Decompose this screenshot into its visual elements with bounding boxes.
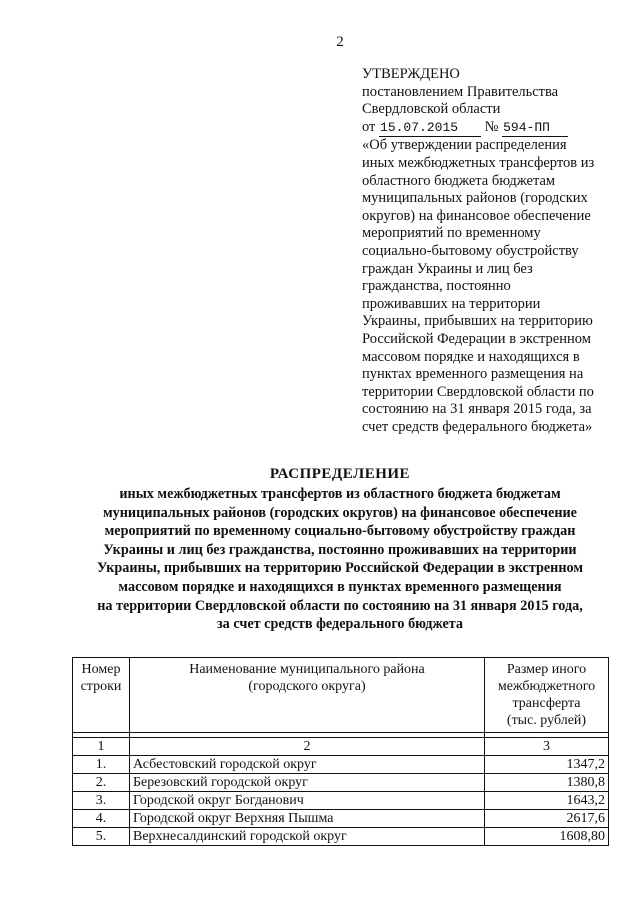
approval-heading: УТВЕРЖДЕНО bbox=[362, 66, 460, 82]
approval-line-1: постановлением Правительства bbox=[362, 83, 559, 100]
column-index: 3 bbox=[485, 738, 609, 756]
from-label: от bbox=[362, 118, 376, 135]
table-row bbox=[73, 756, 609, 774]
number-label: № bbox=[484, 118, 499, 135]
approval-line-2: Свердловской области bbox=[362, 101, 501, 118]
distribution-table bbox=[72, 657, 609, 846]
table-row bbox=[73, 828, 609, 846]
document-subtitle: иных межбюджетных трансфертов из областного бюджета бюджетам муниципальных районов (городских округов) на финансовое обеспечение мероприятий по временному социально-бытовому обустройству граждан Украины и лиц без гражданства, постоянно проживавших на территории Украины, прибывших на территорию Российской Федерации в экстренном массовом порядке и находящихся в пунктах временного размещения на территории Свердловской области по состоянию на 31 января 2015 года, за счет средств федерального бюджета bbox=[96, 486, 584, 633]
table-row bbox=[73, 792, 609, 810]
resolution-date: 15.07.2015 bbox=[379, 119, 481, 138]
header-municipality-name: Наименование муниципального района (городского округа) bbox=[130, 658, 485, 733]
table-header-row bbox=[73, 658, 609, 733]
column-index: 2 bbox=[130, 738, 485, 756]
table-row bbox=[73, 810, 609, 828]
municipality-name: Березовский городской округ bbox=[130, 774, 485, 792]
column-index: 1 bbox=[73, 738, 130, 756]
row-number: 4. bbox=[73, 810, 130, 828]
municipality-name: Верхнесалдинский городской округ bbox=[130, 828, 485, 846]
page-number: 2 bbox=[336, 34, 344, 50]
row-number: 1. bbox=[73, 756, 130, 774]
resolution-title: «Об утверждении распределения иных межбюджетных трансфертов из областного бюджета бюджетам муниципальных районов (городских округов) на финансовое обеспечение мероприятий по временному социально-бытовому обустройству граждан Украины и лиц без гражданства, постоянно проживавших на территории Украины, прибывших на территорию Российской Федерации в экстренном массовом порядке и находящихся в пунктах временного размещения на территории Свердловской области по состоянию на 31 января 2015 года, за счет средств федерального бюджета» bbox=[362, 137, 595, 435]
table-row bbox=[73, 774, 609, 792]
transfer-amount: 2617,6 bbox=[485, 810, 609, 828]
municipality-name: Городской округ Верхняя Пышма bbox=[130, 810, 485, 828]
transfer-amount: 1347,2 bbox=[485, 756, 609, 774]
header-row-number: Номер строки bbox=[73, 658, 130, 733]
approval-block bbox=[362, 66, 624, 436]
resolution-number: 594-ПП bbox=[502, 119, 568, 138]
transfer-amount: 1643,2 bbox=[485, 792, 609, 810]
municipality-name: Асбестовский городской округ bbox=[130, 756, 485, 774]
header-transfer-amount: Размер иного межбюджетного трансферта (тыс. рублей) bbox=[485, 658, 609, 733]
municipality-name: Городской округ Богданович bbox=[130, 792, 485, 810]
column-index-row bbox=[73, 738, 609, 756]
transfer-amount: 1608,80 bbox=[485, 828, 609, 846]
row-number: 2. bbox=[73, 774, 130, 792]
transfer-amount: 1380,8 bbox=[485, 774, 609, 792]
approval-date-line bbox=[362, 119, 624, 138]
row-number: 3. bbox=[73, 792, 130, 810]
row-number: 5. bbox=[73, 828, 130, 846]
document-title: РАСПРЕДЕЛЕНИЕ bbox=[269, 466, 411, 482]
